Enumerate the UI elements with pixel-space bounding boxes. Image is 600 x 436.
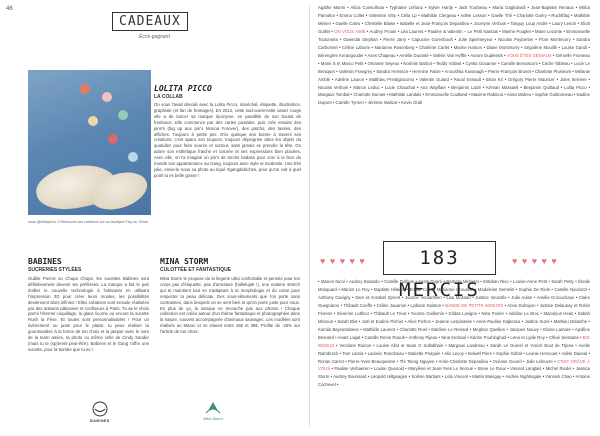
mina-title: MINA STORM xyxy=(160,257,209,266)
mina-storm-logo-icon xyxy=(198,399,228,425)
hearts-right: ♥ ♥ ♥ ♥ ♥ xyxy=(512,256,558,266)
page-title: CADEAUX xyxy=(112,12,188,31)
babines-text: Oublie Pierrot ou Chupa Chups, les sucettes Babines sont définitivement devenir tes préférées. La marque a fait le pari d'allier le nouvelle technologie à l'artisanat en utilisant l'impression 3D pour créer leurs moules, les possibilités deviennent alors infinies ! Elles créations sont ensuite réalisées par des artisans pâtissiers et confiseurs à Paris. Tu as le choix parmi l'éternel coquillage, la glace licorne ou encore la sucette Rush la Fève. Et toutes sont personnalisables ! Pour un évènement ou juste pour le plaisir, tu peux réaliser ta gourmandise à la forme de ton choix et la jamper avec le nom de la team amies, ta photo ou même celle de Cindy Sander (mais tu te (sp)erent peut-être). Babines et le Gang t'offre une sucette, pour la bombe que tu es ! xyxy=(28,276,149,352)
mina-subtitle: CULOTTÉE ET FANTASTIQUE xyxy=(160,267,232,273)
pin-badge xyxy=(102,92,112,102)
names-text: • Gérnelle Fromeau • Marie S et Marco Petit • Omanne Seyeux • Noémie Barbot • Teddy Vollant • Cyntia Gouarner • Camille Bernasconi • Cécile Tableau • Lucie Le Beniquet • Valentin Fraegrey • Sandra Herisson • Hermine Fabre • Anoushka Kavanagh • Pierre-François Brunet • Charlotte Plusieurs • Mélanie Amblé • Adeline Lauron • Matthieu Prestigiacomo • Valentin Guiard • Raoul Esnault • Brian Kri • Grégory Pierre Mauricer • Jules Serriere • Nicolas Verbois • Manon Leduc • Lucie Chauchat • Ana Wayflaer • Benjamin Laizé • Kèman Massaeli • Benjamin Quiltaud • Lolita Picco • Margaux Tombal • Charlotte Dumas • Mathilde Landais • Emmanuelle Coutland • Maxime Rabinou • Anna Maheu • Sophie Guittonneau • Nadine Dupont • Camille Tyrnen • Jérémie Malicot • Kevin Grall xyxy=(318,52,590,106)
babines-subtitle: SUCRERIES STYLÉES xyxy=(28,267,82,273)
thanks-label: 183 MERCIS xyxy=(383,241,496,275)
page-subtitle: Écris-gagnant xyxy=(139,34,170,40)
names-text: • Anne Duhayon • Justine Delaunay et Robin Florens • Séverine Lotfinor • Thibault Le Treut • Yvonne Guillemin • Gildas Lavigne • Nina Poirier • Adeline Le Broc • Manolyus Heas • Sabah Mimoun • Sarah Blot • Joël et Eudine Pichon • Alice Pichon • Jeanne Lespinasse • Anne-Pauline Kajbesca • Justine Surel • Mathieu Delarche • Kamila Bayramabeva • Mathilde Laurent • Charlotte Ruel • Marlène Le Renard • Meghan Quellien • Jacques Nouvy • Eloise Lamare • Apolline Besnard • Anaïs Lagat • Camille Renin Raoult • Anthony Pijeau • Nina Kerbaul • Karine Pouhloghad • Lena et Lydie Roy • Chloé Seissans • xyxy=(318,302,590,340)
lolita-subtitle: LA COLLAB xyxy=(154,94,183,100)
lolita-title: LOLITA PICCO xyxy=(154,84,212,93)
babines-title: BABINES xyxy=(28,257,62,266)
thanks-names-bottom xyxy=(318,278,590,389)
page-number: 46 xyxy=(6,6,13,12)
pin-badge xyxy=(128,152,138,162)
names-text: Agathe Manni • Alicia Consulhuta • Typhaine Lefranc • Sylvie Hardy • Jack Tourbeau • Maria Gagliolardi • Jean-Baptiste Renaux • Milica Pamukur • Emma Collet • Valentine Vitry • Célia Lp • Mathilde Clergeau • Adèle Losson • Gaelle Trié • Charlotte Guéry • Ruchltfaq • Mathilde Ménier • Gaelle Calvo • Christelle Blaise • Isabelle et Jean-François Depardieu • Jocelyne Verbois • Tanguy Loup Andre • Laury Lenoir • Eliott Guillet • xyxy=(318,5,590,34)
names-highlight: C'EST GRÂCE À VOUS xyxy=(318,358,590,372)
names-text: • Manon Nicol • Audrey Busardo • Camille Dolbois • Anaïs Dupré • Barbara Michelet • Esteban Rivo • Louise-Anne Petit • Sarah Petty • Élodie Mosquard • Marion Le Roy • Baptiste Hilaient • Emilie Colin • Marianne Grouazel • Madeleine Semelin • Sophie De Riols • Camille Nicolazzi • Anthony Cavigny • Sam et Annabel Sprent • Joanne Vonlanthen • Lisa Mossan • Justine Veuzelle • Julie Aulan • Amélie Dorouchaux • Claire Guegnaron • Thibault Coeffe • Céline Jauanon • Lydiane Sainton • xyxy=(318,279,590,308)
names-highlight: BANDE DE PETITS AMOURS xyxy=(445,302,504,308)
babines-logo: BABINES xyxy=(90,419,110,423)
names-text: • Verziane Ruinon • Louise Allot et Sean O Sullabhain • Margaux Landreau • Sarah Le Guerel et Yonick Bout de Ttjena • Axelle Raimbreck • Tom Lamia • Ludovic Roncibeau • Mariette Prulguin • Alix Lecoy • Nolwël Piers • Sophie Girbal • Leonie Hervouet • Adèle Daunal • Ronan Carret • Pierre-Yves Beauquesne • Thi Tseng Nguyen • Anne-Charlotte Depardieu • Océane Gourel • Julie Lefeuvre • xyxy=(318,342,590,364)
names-highlight: ON VOUS AIME xyxy=(334,28,366,34)
pin-badge xyxy=(88,116,98,126)
photo-caption: Insta @lolitapicco // Retrouvez ses créations sur sa boutique Etsy ou Tictail xyxy=(28,220,148,224)
names-text: • Audrey Frouin • Léa Laurent • Pauline & Valentin – Le Petit Nantais • Marine Pouplet • Marie Leconte • Emmanuelle Toutonnéa • Gwendal Stephan • Pierre Jarry • Capucine Gorenbouh • Julie Spielmeyeur • Nicolas Puybertier • Flore Montmorry • Sandra Carbonnel • Céline Laborie • Marianne Rosenberg • Charlène Carlet • Marine Hamon • Diane Montmorry • Ségolène Mouillé • Louise Gandi • Bérengère Kerangouder • Axes Chapeau • Amélie Duranté • Valérie Van Hyffte • Aurore Duplessis • xyxy=(318,28,590,58)
column-divider xyxy=(309,6,310,426)
mina-text: Mina Storm te propose de la lingerie ultra confortable et pensée pour ton corps pas d'étiquette, pas d'armature (hallelujah !), une matière stretch qui te maintient tout en s'adaptant à ta morphologie et du coton pour respecter ta peau délicate. Des sous-vêtements que l'on porte sans contraintes, dans lesquels on se sent bien et qu'on porte juste pour nous. En plus de ça, la marque ne recouche pas aux photos ! Chaque collection est créée autour d'un thème fantastique et photographiée dans la nature, souvent accompagnée d'animaux sauvages. Les modèles sont réalisés au Maroc et se situent entre 16€ et 39€. Profite de -25% sur l'article de ton choix. xyxy=(160,276,300,335)
lolita-text: On vous l'avait dévoilé avec la Lolita Picco, maréchal, étiquette, illustratrice, graphiste (et fan de fromages). En 2012, cette sud-ouest-nette assez rouge elle a de lancer sa marque éponyme, en parallèle de son boulot de freelance. Elle commence par des cartes postales, puis crée ensuite des pins's (big up aux pin's Monoa Forever), des patchs, des tasses, des affiches. Toujours à petits prix. D'ici quelque ans bonne à travers ses créations, c'est aparu son toujours, toujours dépeignée dans les objets du quotidien pour faire sourire et surtout, sans jamais se prendre la tête. On adore son esthétique fraiche et colorée et ses expressions bien placées. Avec elle, on l'a imaginé un pin's de torche badass pour crier à la face du monde son appartenance au Gang, toujours avec style et modestie. Une très jolie, envie-le nous sa photo au tiqué #gangdebiches, pour qu'on voit à quel point tu es belle gosse ! xyxy=(154,102,301,178)
pin-badge xyxy=(80,84,90,94)
names-highlight: VOUS ÊTES GÉNIAUX xyxy=(506,52,552,58)
pin-badge xyxy=(108,134,118,144)
mina-storm-logo: Mina Storm xyxy=(203,417,223,421)
names-text: • Pauline Verbaeren • Louise Quenoid • Marylène et Jean-Yves Le Seroué • Steve Le Roux • Vincent Langlais • Michel Riedel • Jessica Storm • Audrey Bourinard • Léopold Hiltgeagen • Solène Barbaïs • Lola Vincent • Maëla Mainguy • Andrée Nightingale • Yannick Chao • Antoine Cochevel • xyxy=(318,366,590,388)
names-highlight: BIG BISOUS xyxy=(318,334,590,348)
thanks-names-top xyxy=(318,4,590,107)
pin-badge xyxy=(118,110,128,120)
product-photo xyxy=(28,70,151,215)
hearts-left: ♥ ♥ ♥ ♥ ♥ xyxy=(320,256,366,266)
